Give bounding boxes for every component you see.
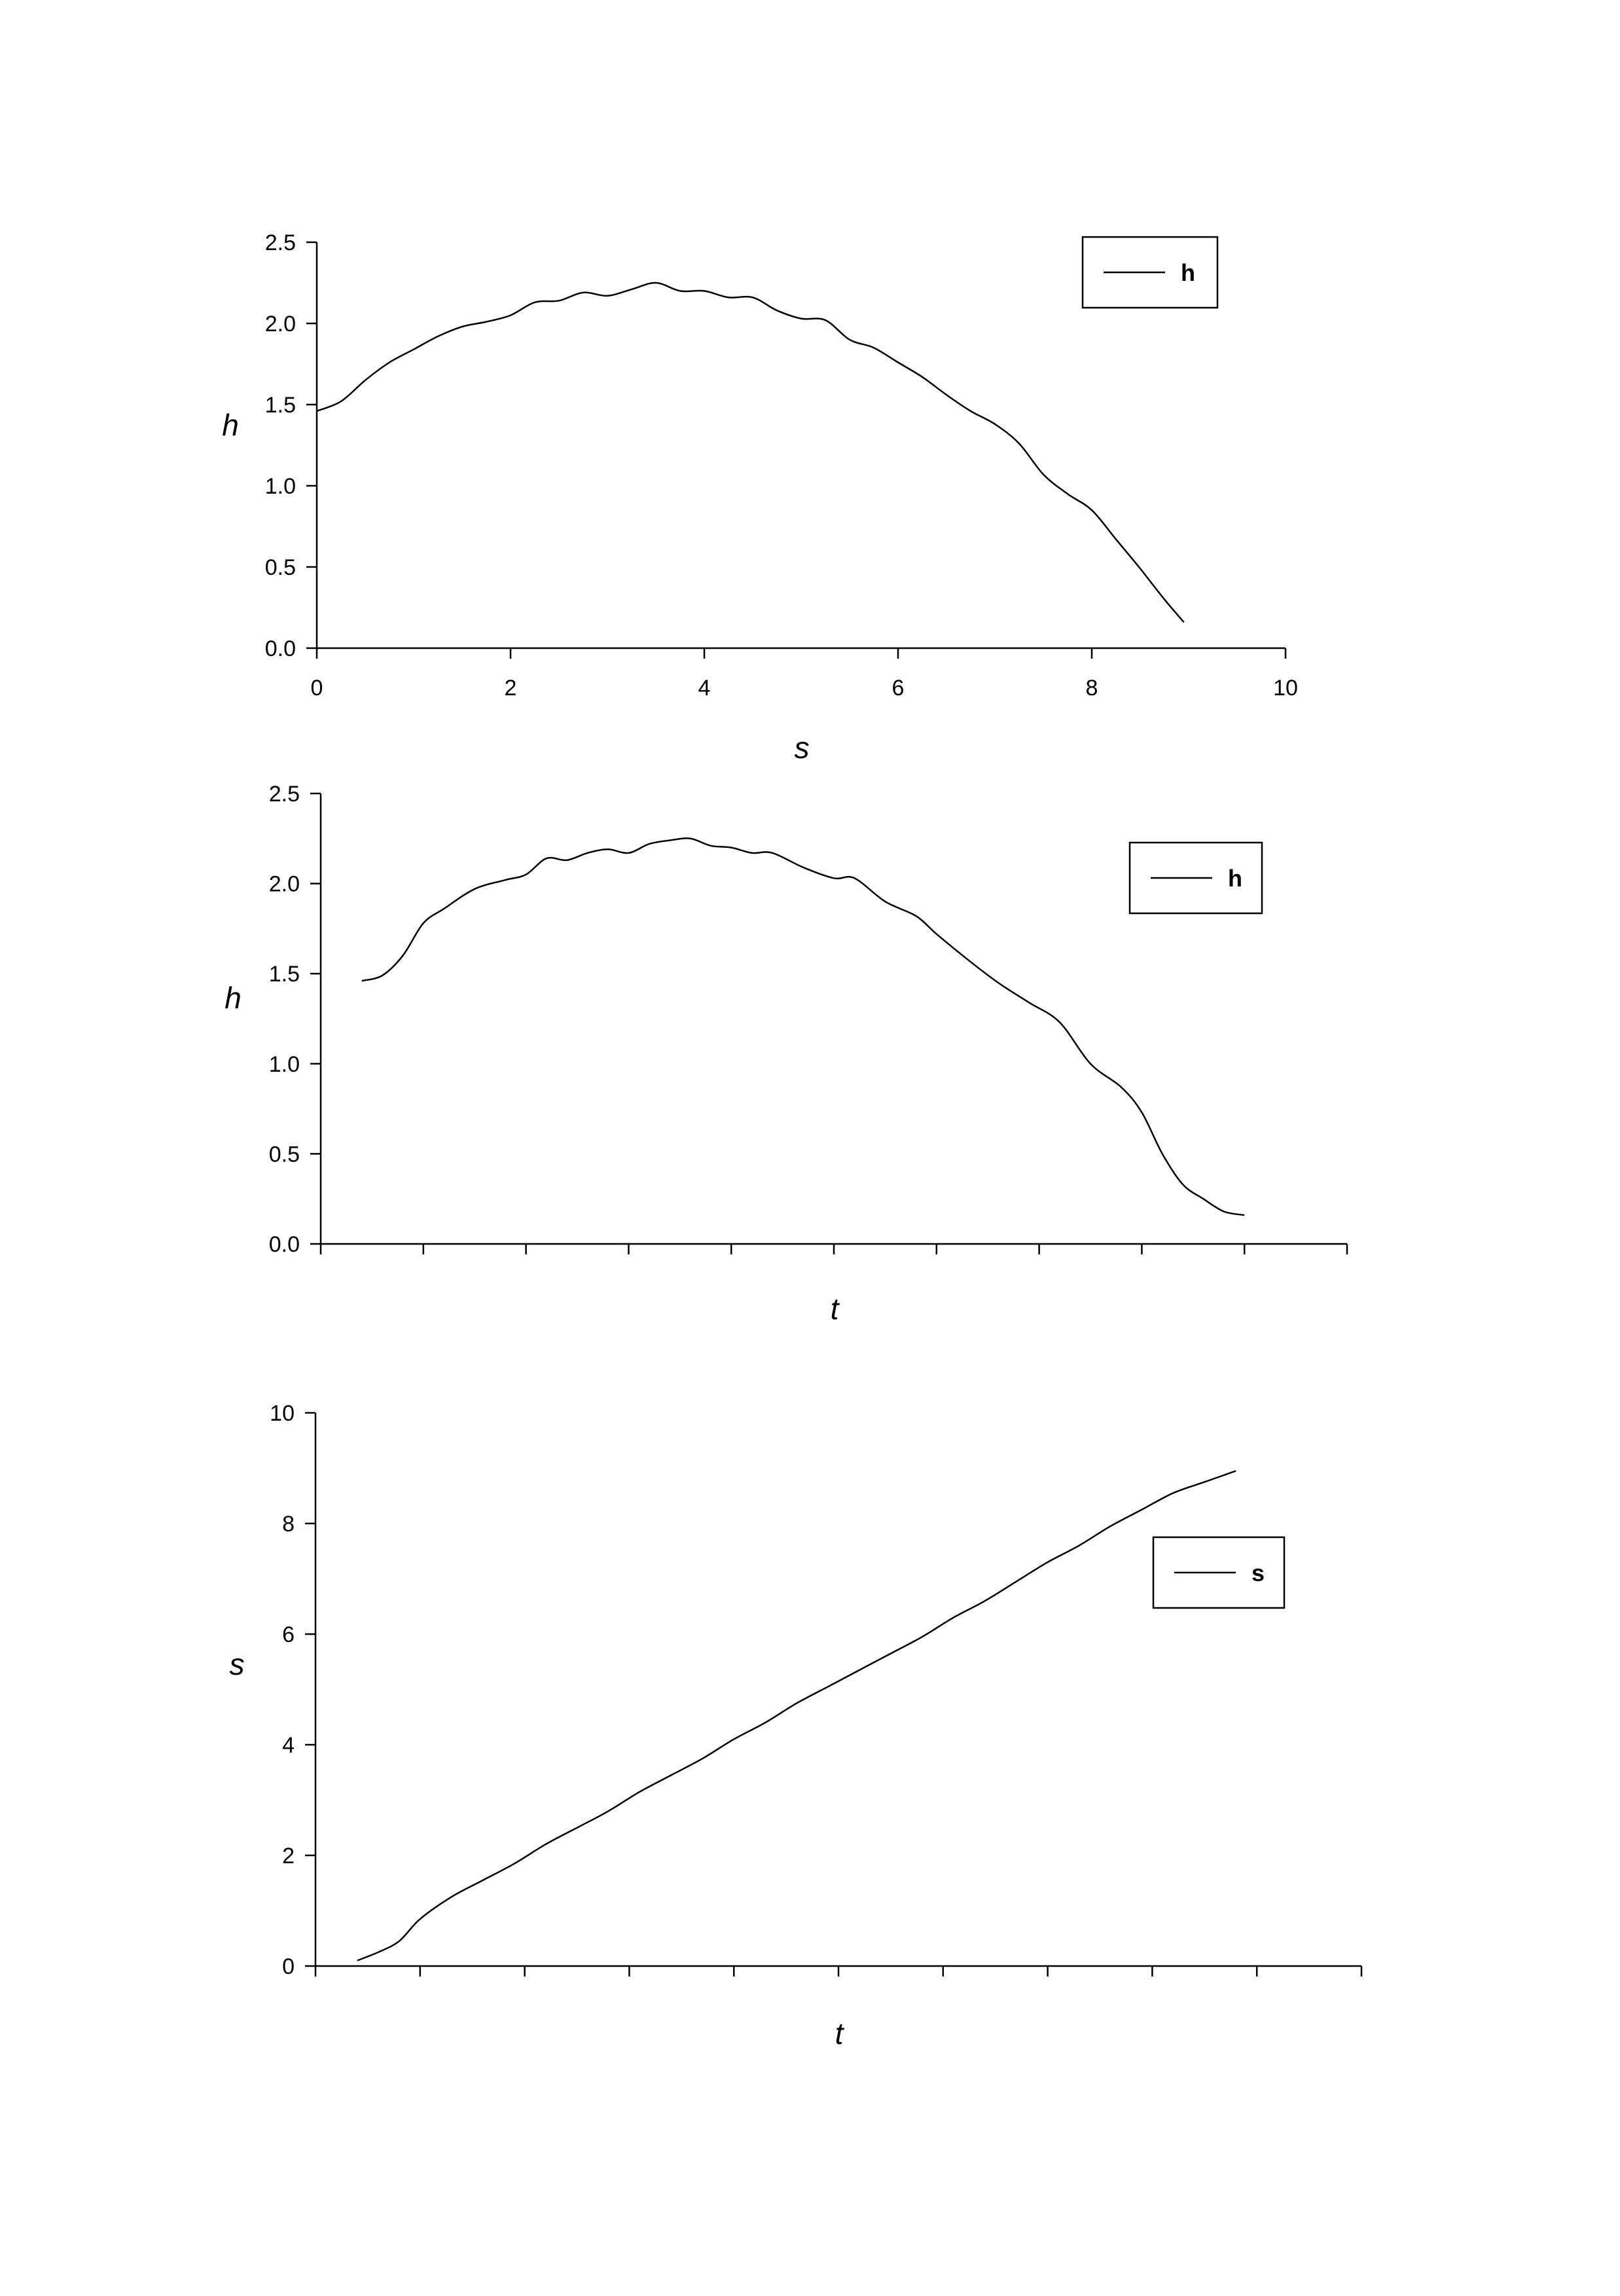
y-tick-label: 6	[282, 1622, 295, 1647]
y-tick-label: 0.5	[268, 1142, 300, 1167]
x-axis-title: s	[794, 731, 810, 765]
x-tick-label: 2	[504, 676, 517, 701]
y-tick-label: 1.0	[264, 474, 296, 499]
y-tick-label: 2.5	[264, 230, 296, 255]
y-tick-label: 0.0	[268, 1232, 300, 1257]
y-axis-title: h	[225, 981, 242, 1015]
y-tick-label: 10	[270, 1401, 295, 1426]
y-tick-label: 1.5	[264, 393, 296, 418]
legend-label: s	[1251, 1559, 1265, 1586]
x-axis-title: t	[835, 2016, 844, 2050]
y-axis-title: h	[222, 408, 239, 442]
y-tick-label: 2.5	[268, 782, 300, 807]
y-tick-label: 4	[282, 1733, 295, 1758]
series-line-h	[362, 838, 1245, 1215]
y-tick-label: 0.0	[264, 636, 296, 661]
x-tick-label: 4	[698, 676, 711, 701]
chart-h-vs-t	[225, 782, 1347, 1326]
x-tick-label: 8	[1085, 676, 1098, 701]
y-tick-label: 2.0	[268, 871, 300, 897]
chart-s-vs-t	[230, 1401, 1362, 2050]
x-tick-label: 10	[1273, 676, 1298, 701]
x-axis-title: t	[830, 1292, 839, 1326]
y-tick-label: 2.0	[264, 312, 296, 337]
chart-h-vs-s	[222, 230, 1298, 765]
y-tick-label: 0	[282, 1954, 295, 1979]
y-tick-label: 1.0	[268, 1051, 300, 1077]
series-line-h	[317, 283, 1184, 622]
series-line-s	[357, 1471, 1236, 1961]
x-tick-label: 6	[891, 676, 905, 701]
x-tick-label: 0	[310, 676, 323, 701]
y-axis-title: s	[229, 1647, 245, 1681]
legend-label: h	[1181, 259, 1195, 286]
y-tick-label: 1.5	[268, 962, 300, 987]
legend-label: h	[1228, 865, 1242, 892]
y-tick-label: 2	[282, 1844, 295, 1868]
y-tick-label: 0.5	[264, 555, 296, 580]
y-tick-label: 8	[282, 1512, 295, 1537]
